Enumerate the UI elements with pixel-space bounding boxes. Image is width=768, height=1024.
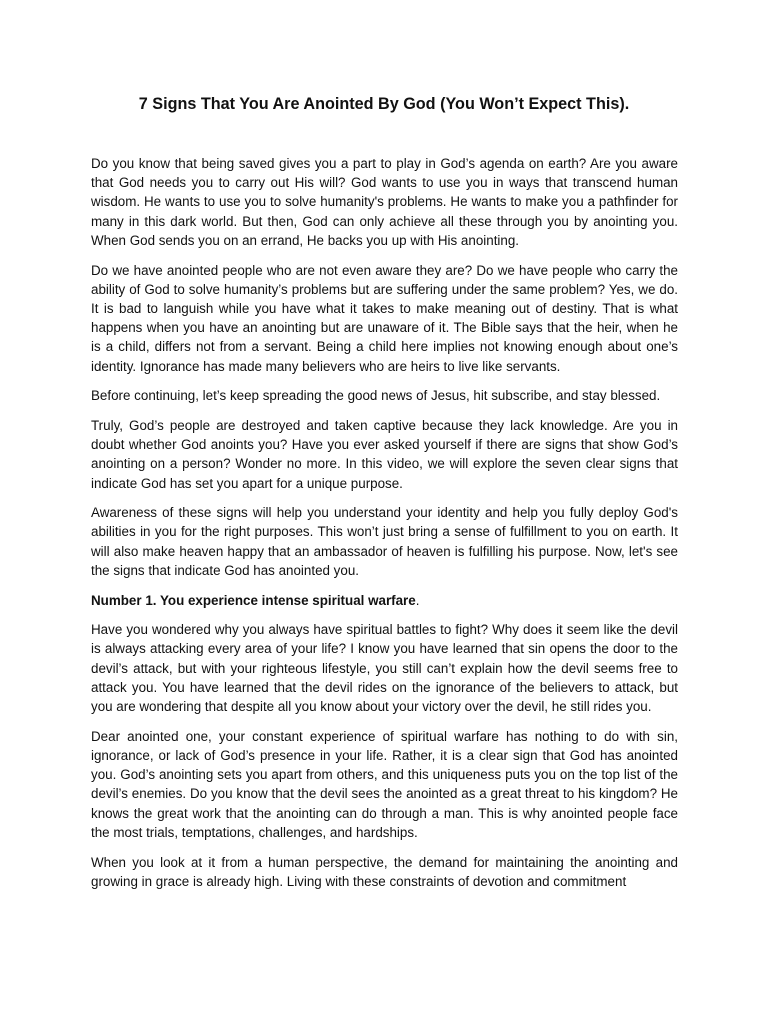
paragraph-unaware: Do we have anointed people who are not even aware they are? Do we have people who carry the ability of God to solve humanity’s problems but are suffering under the same problem? Yes, we do. It is bad to languish while you have what it takes to make meaning out of destiny. That is what happens when you have an anointing but are unaware of it. The Bible says that the heir, when he is a child, differs not from a servant. Being a child here implies not knowing enough about one’s identity. Ignorance has made many believers who are heirs to live like servants. xyxy=(91,262,678,374)
section-heading xyxy=(91,591,678,610)
paragraph-spiritual-battles: Have you wondered why you always have spiritual battles to fight? Why does it seem like the devil is always attacking every area of your life? I know you have learned that sin opens the door to the devil’s attack, but with your righteous lifestyle, you still can’t explain how the devil seems free to attack you. You have learned that the devil rides on the ignorance of the believers to attack, but you are wondering that despite all you know about your victory over the devil, he still rides you. xyxy=(91,622,678,715)
paragraph-dear-anointed: Dear anointed one, your constant experience of spiritual warfare has nothing to do with sin, ignorance, or lack of God’s presence in your life. Rather, it is a clear sign that God has anointed you. God’s anointing sets you apart from others, and this uniqueness puts you on the top list of the devil’s enemies. Do you know that the devil sees the anointed as a great threat to his kingdom? He knows the great work that the anointing can do through a man. This is why anointed people face the most trials, temptations, challenges, and hardships. xyxy=(91,728,678,840)
document-title: 7 Signs That You Are Anointed By God (You Won’t Expect This). xyxy=(138,95,630,113)
paragraph-subscribe: Before continuing, let’s keep spreading the good news of Jesus, hit subscribe, and stay blessed. xyxy=(91,388,661,404)
section-heading-text: Number 1. You experience intense spiritual warfare xyxy=(91,592,416,608)
paragraph-awareness: Awareness of these signs will help you understand your identity and help you fully deploy God's abilities in you for the right purposes. This won’t just bring a sense of fulfillment to you on earth. It will also make heaven happy that an ambassador of heaven is fulfilling his purpose. Now, let's see the signs that indicate God has anointed you. xyxy=(91,505,678,578)
document-body xyxy=(91,154,678,901)
paragraph-intro: Do you know that being saved gives you a part to play in God’s agenda on earth? Are you aware that God needs you to carry out His will? God wants to use you in ways that transcend human wisdom. He wants to use you to solve humanity's problems. He wants to make you a pathfinder for many in this dark world. But then, God can only achieve all these through you by anointing you. When God sends you on an errand, He backs you up with His anointing. xyxy=(91,156,678,248)
paragraph-knowledge: Truly, God’s people are destroyed and taken captive because they lack knowledge. Are you in doubt whether God anoints you? Have you ever asked yourself if there are signs that show God’s anointing on a person? Wonder no more. In this video, we will explore the seven clear signs that indicate God has set you apart for a unique purpose. xyxy=(91,417,678,491)
section-heading-period: . xyxy=(415,592,420,608)
paragraph-human-perspective: When you look at it from a human perspective, the demand for maintaining the anointing and growing in grace is already high. Living with these constraints of devotion and commitment xyxy=(91,854,678,889)
